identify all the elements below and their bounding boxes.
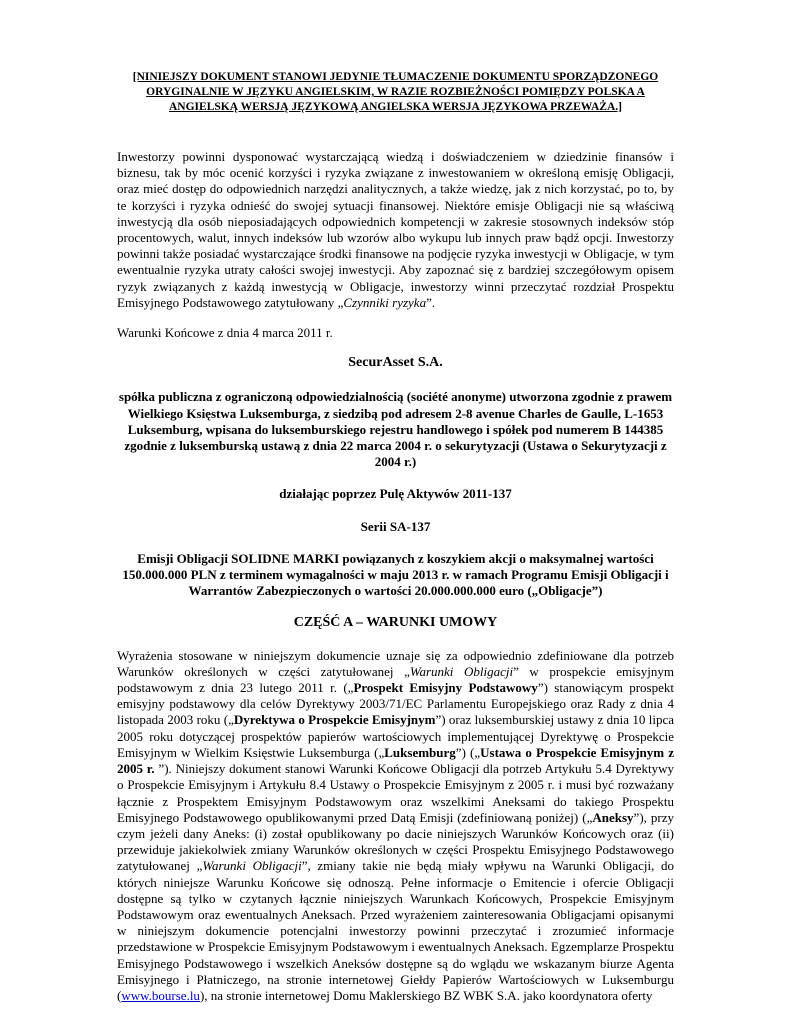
defined-term: Aneksy — [592, 809, 634, 825]
terms-text: ”) („ — [455, 744, 481, 760]
risk-factors-title: Czynniki ryzyka — [343, 294, 427, 310]
risk-warning-text: Inwestorzy powinni dysponować wystarczającą wiedzą i doświadczeniem w dziedzinie finansów i biznesu, tak by móc ocenić korzyści i ryzyka związane z inwestowaniem w określoną emisję Obligacji, oraz mieć dostęp do odpowiednich narzędzi analitycznych, a także wiedzę, jak z nich korzystać, po to, by te korzyści i ryzyka odnieść do swojej sytuacji finansowej. Niektóre emisje Obligacji nie są właściwą inwestycją dla osób nieposiadających odpowiednich kompetencji w zakresie stosownych indeksów stóp procentowych, walut, innych indeksów lub wzorów albo wykupu lub innych praw bądź opcji. Inwestorzy powinni także posiadać wystarczające środki finansowe na podjęcie ryzyka inwestycji w Obligacje, w tym ewentualnie ryzyka utraty całości swojej inwestycji. Aby zapoznać się z bardziej szczegółowym opisem ryzyk związanych z każdą inwestycją w Obligacje, inwestorzy winni przeczytać rozdział Prospektu Emisyjnego Podstawowego zatytułowany „ — [117, 149, 674, 310]
risk-warning-paragraph — [117, 149, 674, 311]
final-terms-date: Warunki Końcowe z dnia 4 marca 2011 r. — [117, 325, 333, 341]
defined-term: Ustawa o Prospekcie Emisyjnym z 2005 r. — [117, 744, 674, 777]
part-a-title: CZĘŚĆ A – WARUNKI UMOWY — [293, 615, 498, 631]
issuer-name: SecurAsset S.A. — [348, 355, 443, 371]
terms-italic-conditions: Warunki Obligacji — [202, 858, 302, 874]
terms-text: ” w prospekcie emisyjnym podstawowym z dnia 23 lutego 2011 r. („ — [117, 663, 674, 696]
terms-text: ”) oraz luksemburskiej ustawy z dnia 10 lipca 2005 roku dotyczącej prospektów papierów wartościowych implementującej Dyrektywę o Prospekcie Emisyjnym w Wielkim Księstwie Luksemburga („ — [117, 712, 674, 760]
bourse-link[interactable]: www.bourse.lu — [121, 987, 200, 1003]
terms-paragraph — [117, 648, 674, 1004]
defined-term: Dyrektywa o Prospekcie Emisyjnym — [233, 712, 436, 728]
terms-text: ”) stanowiącym prospekt emisyjny podstawowy dla celów Dyrektywy 2003/71/EC Parlamentu Europejskiego oraz Rady z dnia 4 listopada 2003 roku („ — [117, 680, 675, 728]
terms-text: ”), przy czym jeżeli dany Aneks: (i) został opublikowany po dacie niniejszych Warunków Końcowych oraz (ii) przewiduje jakiekolwiek zmiany Warunków określonych w części Prospektu Emisyjnego Podstawowego zatytułowanej „ — [117, 809, 674, 874]
defined-term: Prospekt Emisyjny Podstawowy — [353, 680, 538, 696]
compartment-line: działając poprzez Pulę Aktywów 2011-137 — [279, 486, 512, 502]
terms-italic-conditions: Warunki Obligacji — [409, 663, 514, 679]
translation-disclaimer: [NINIEJSZY DOKUMENT STANOWI JEDYNIE TŁUMACZENIE DOKUMENTU SPORZĄDZONEGO ORYGINALNIE W JĘZYKU ANGIELSKIM, W RAZIE ROZBIEŻNOŚCI POMIĘDZY POLSKA A ANGIELSKĄ WERSJĄ JĘZYKOWĄ ANGIELSKA WERSJA JĘZYKOWA PRZEWAŻA.] — [132, 71, 659, 113]
issuer-description: spółka publiczna z ograniczoną odpowiedzialnością (société anonyme) utworzona zgodnie z prawem Wielkiego Księstwa Luksemburga, z siedzibą pod adresem 2-8 avenue Charles de Gaulle, L-1653 Luksemburg, wpisana do luksemburskiego rejestru handlowego i spółek pod numerem B 144385 zgodnie z luksemburską ustawą z dnia 22 marca 2004 r. o sekurytyzacji (Ustawa o Sekurytyzacji z 2004 r.) — [118, 389, 673, 470]
defined-term: Luksemburg — [384, 744, 456, 760]
series-line: Serii SA-137 — [360, 518, 431, 534]
document-page — [117, 70, 674, 1004]
terms-text: ), na stronie internetowej Domu Maklerskiego BZ WBK S.A. jako koordynatora oferty — [199, 987, 653, 1003]
terms-text: Wyrażenia stosowane w niniejszym dokumencie uznaje się za odpowiednio zdefiniowane dla potrzeb Warunków określonych w części zatytułowanej „ — [117, 647, 674, 679]
issue-description: Emisji Obligacji SOLIDNE MARKI powiązanych z koszykiem akcji o maksymalnej wartości 150.000.000 PLN z terminem wymagalności w maju 2013 r. w ramach Programu Emisji Obligacji i Warrantów Zabezpieczonych o wartości 20.000.000.000 euro („Obligacje”) — [122, 550, 669, 599]
risk-warning-end: ”. — [426, 294, 436, 310]
terms-text: ”, zmiany takie nie będą miały wpływu na Warunki Obligacji, do których niniejsze Warunku Końcowe się odnoszą. Pełne informacje o Emitencie i ofercie Obligacji dostępne są tylko w czytanych łącznie niniejszych Warunkach Końcowych, Prospekcie Emisyjnym Podstawowym oraz ewentualnych Aneksach. Przed wyrażeniem zainteresowania Obligacjami opisanymi w niniejszym dokumencie potencjalni inwestorzy powinni przeczytać i zrozumieć informacje przedstawione w Prospekcie Emisyjnym Podstawowym i ewentualnych Aneksach. Egzemplarze Prospektu Emisyjnego Podstawowego i wszelkich Aneksów dostępne są do wglądu we wskazanym biurze Agenta Emisyjnego i Płatniczego, na stronie internetowej Giełdy Papierów Wartościowych w Luksemburgu ( — [117, 858, 674, 1003]
terms-text: ”). Niniejszy dokument stanowi Warunki Końcowe Obligacji dla potrzeb Artykułu 5.4 Dyrektywy o Prospekcie Emisyjnym i Artykułu 8.4 Ustawy o Prospekcie Emisyjnym z 2005 r. i musi być rozważany łącznie z Prospektem Emisyjnym Podstawowym oraz wszelkimi Aneksami do takiego Prospektu Emisyjnego Podstawowego opublikowanymi przed Datą Emisji (zdefiniowaną poniżej) („ — [117, 761, 675, 825]
